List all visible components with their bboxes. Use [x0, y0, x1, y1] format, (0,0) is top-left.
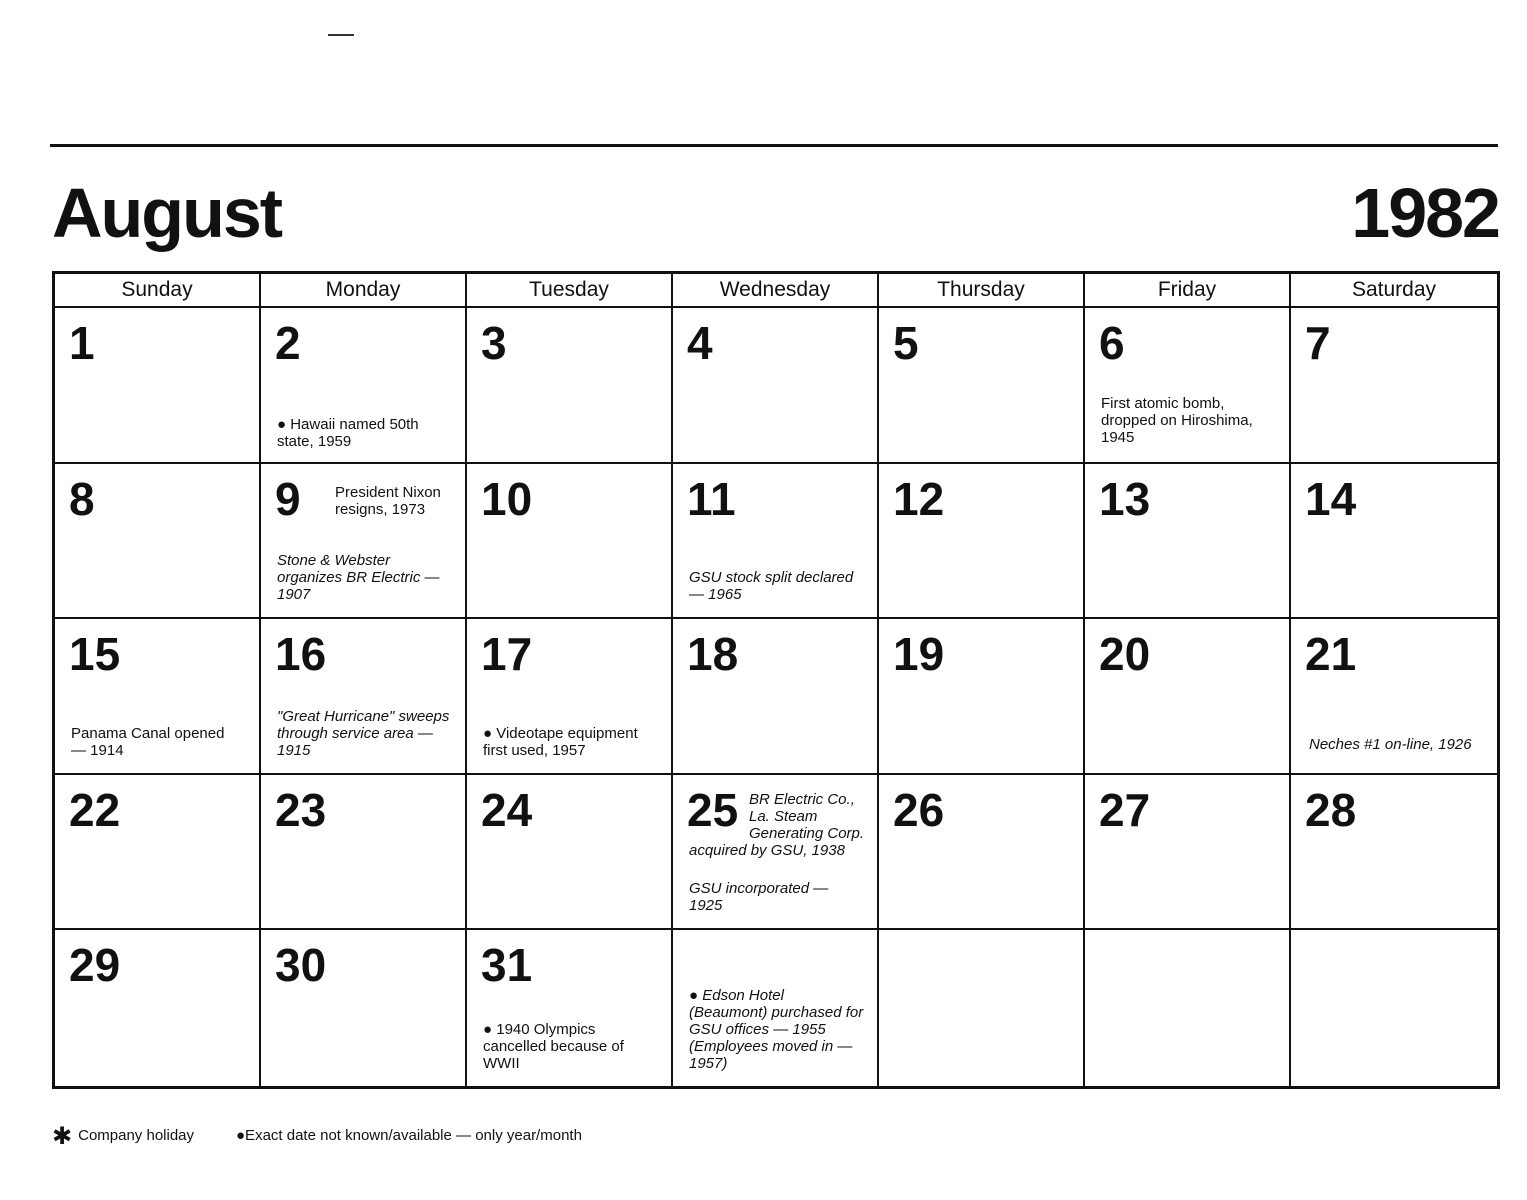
day-cell: [1085, 619, 1291, 775]
event-note: Neches #1 on-line, 1926: [1309, 735, 1472, 753]
year-title: 1982: [1351, 174, 1499, 252]
weekday-sunday: Sunday: [55, 274, 261, 308]
event-note: First atomic bomb, dropped on Hiroshima, 1945: [1101, 394, 1253, 446]
legend-company-holiday: [52, 1123, 195, 1150]
asterisk-icon: ✱: [52, 1123, 73, 1150]
event-note: acquired by GSU, 1938: [689, 841, 845, 859]
day-number: 6: [1099, 317, 1125, 369]
day-cell: [55, 930, 261, 1086]
day-number: 14: [1305, 472, 1357, 525]
day-number: 17: [481, 628, 533, 681]
day-cell: [879, 464, 1085, 620]
day-cell: [673, 775, 879, 931]
day-number: 19: [893, 628, 945, 681]
event-note: Stone & Webster organizes BR Electric — 1907: [277, 552, 440, 604]
day-cell: [1291, 464, 1497, 620]
weekday-thursday: Thursday: [879, 274, 1085, 308]
day-cell: [1291, 619, 1497, 775]
weekday-tuesday: Tuesday: [467, 274, 673, 308]
day-number: 21: [1305, 628, 1357, 681]
weekday-saturday: Saturday: [1291, 274, 1497, 308]
day-number: 22: [69, 783, 121, 836]
day-cell: [261, 930, 467, 1086]
day-cell: [879, 775, 1085, 931]
day-cell: [55, 464, 261, 620]
day-number: 25: [687, 783, 739, 836]
day-cell: [879, 308, 1085, 464]
event-note: Panama Canal opened — 1914: [71, 724, 225, 759]
day-cell: [467, 464, 673, 620]
day-number: 30: [275, 939, 327, 992]
day-cell: [55, 619, 261, 775]
event-note: ● Edson Hotel (Beaumont) purchased for GSU offices — 1955 (Employees moved in — 1957): [689, 987, 864, 1072]
weekday-monday: Monday: [261, 274, 467, 308]
day-number: 13: [1099, 472, 1151, 525]
day-cell: [879, 619, 1085, 775]
day-cell: [1291, 775, 1497, 931]
day-number: 31: [481, 939, 533, 992]
event-note: GSU incorporated — 1925: [689, 880, 829, 915]
month-title: August: [52, 174, 282, 252]
top-rule: [50, 144, 1498, 147]
day-cell: [1291, 930, 1497, 1086]
calendar-grid: [52, 271, 1500, 1089]
event-note: ● 1940 Olympics cancelled because of WWII: [483, 1021, 624, 1072]
day-number: 24: [481, 783, 533, 836]
day-cell: [467, 930, 673, 1086]
weekday-friday: Friday: [1085, 274, 1291, 308]
day-number: 9: [275, 472, 301, 525]
event-note: GSU stock split declared — 1965: [689, 569, 854, 604]
event-note: President Nixon resigns, 1973: [335, 483, 441, 518]
day-cell: [673, 464, 879, 620]
event-note: ● Videotape equipment first used, 1957: [483, 724, 638, 759]
day-number: 20: [1099, 628, 1151, 681]
day-number: 10: [481, 472, 533, 525]
day-number: 29: [69, 939, 121, 992]
day-number: 5: [893, 317, 919, 369]
day-cell: [55, 308, 261, 464]
day-cell: [879, 930, 1085, 1086]
day-number: 16: [275, 628, 327, 681]
day-cell: [467, 775, 673, 931]
day-number: 27: [1099, 783, 1151, 836]
day-cell: [1291, 308, 1497, 464]
day-number: 11: [687, 472, 736, 525]
event-note: BR Electric Co., La. Steam Generating Corp.: [749, 790, 865, 842]
day-number: 7: [1305, 317, 1331, 369]
day-number: 1: [69, 317, 95, 369]
day-cell: [261, 308, 467, 464]
event-note: ● Hawaii named 50th state, 1959: [277, 415, 419, 450]
day-cell: [467, 308, 673, 464]
day-cell: [467, 619, 673, 775]
day-cell: [1085, 464, 1291, 620]
legend-label: Company holiday: [78, 1127, 195, 1144]
day-number: 4: [687, 317, 713, 369]
scan-mark: [328, 34, 354, 36]
day-cell: [673, 930, 879, 1086]
day-cell: [261, 775, 467, 931]
day-cell: [673, 308, 879, 464]
day-number: 2: [275, 317, 301, 369]
day-cell: [1085, 775, 1291, 931]
day-number: 15: [69, 628, 121, 681]
event-note: "Great Hurricane" sweeps through service area — 1915: [277, 707, 450, 759]
day-number: 12: [893, 472, 945, 525]
day-cell: [261, 619, 467, 775]
day-number: 28: [1305, 783, 1357, 836]
day-cell: [261, 464, 467, 620]
weekday-wednesday: Wednesday: [673, 274, 879, 308]
day-number: 18: [687, 628, 739, 681]
day-number: 3: [481, 317, 507, 369]
day-cell: [1085, 930, 1291, 1086]
day-cell: [673, 619, 879, 775]
day-cell: [1085, 308, 1291, 464]
day-number: 26: [893, 783, 945, 836]
day-number: 23: [275, 783, 327, 836]
day-cell: [55, 775, 261, 931]
legend-exact-date: ●Exact date not known/available — only year/month: [236, 1127, 582, 1144]
day-number: 8: [69, 472, 95, 525]
